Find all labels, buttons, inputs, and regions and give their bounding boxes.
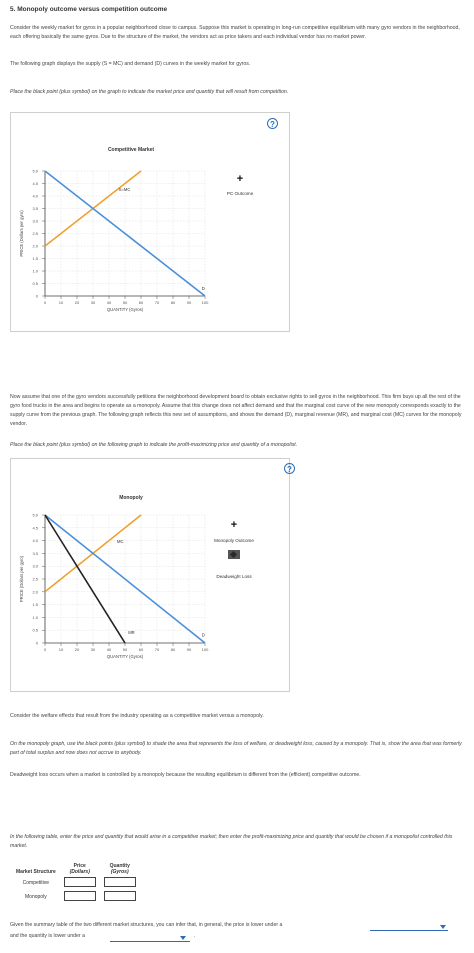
table-header-price xyxy=(60,862,100,876)
help-icon[interactable]: ? xyxy=(267,118,278,129)
help-icon[interactable]: ? xyxy=(284,463,295,474)
y-tick-label: 5.0 xyxy=(32,168,38,174)
x-tick-label: 100 xyxy=(201,300,209,305)
y-tick-label: 2.0 xyxy=(32,243,38,249)
y-tick-label: 1.0 xyxy=(32,268,38,274)
price-lower-dropdown[interactable] xyxy=(370,922,448,931)
instruction-1: Place the black point (plus symbol) on the graph to indicate the market price and quantity that will result from competition. xyxy=(10,89,289,95)
summary-line-2: and the quantity is lower under a xyxy=(10,933,85,939)
competitive-graph-panel xyxy=(10,112,290,332)
table-header-price-unit: (Dollars) xyxy=(69,869,90,875)
y-tick-label: 0 xyxy=(35,293,38,299)
table-header-quantity-label: Quantity xyxy=(109,863,130,869)
welfare-paragraph: Consider the welfare effects that result from the industry operating as a competitive market versus a monopoly. xyxy=(10,713,264,719)
series-label-d: D xyxy=(201,632,205,638)
y-tick-label: 3.0 xyxy=(32,563,38,569)
y-tick-label: 3.0 xyxy=(32,218,38,224)
deadweight-loss-label: Deadweight Loss xyxy=(216,574,252,579)
x-tick-label: 20 xyxy=(74,300,80,305)
y-tick-label: 3.5 xyxy=(32,550,38,556)
summary-line-1: Given the summary table of the two different market structures, you can infer that, in general, the price is lower under a xyxy=(10,922,283,928)
y-tick-label: 0.5 xyxy=(32,281,38,286)
table-header-structure: Market Structure xyxy=(16,869,56,875)
competitive-market-chart[interactable] xyxy=(11,113,289,331)
deadweight-paragraph: Deadweight loss occurs when a market is controlled by a monopoly because the resulting equilibrium is different from the (efficient) competitive outcome. xyxy=(10,772,361,778)
x-tick-label: 50 xyxy=(122,647,128,652)
x-tick-label: 50 xyxy=(122,300,128,305)
x-tick-label: 10 xyxy=(58,647,64,652)
y-tick-label: 2.0 xyxy=(32,589,38,595)
x-tick-label: 30 xyxy=(90,300,96,305)
table-row xyxy=(12,876,140,890)
y-tick-label: 2.5 xyxy=(32,231,38,236)
row-label-monopoly: Monopoly xyxy=(25,894,47,900)
chevron-down-icon[interactable] xyxy=(440,925,446,929)
monopoly-price-input[interactable] xyxy=(64,891,96,901)
row-label-competitive: Competitive xyxy=(22,880,50,886)
y-tick-label: 0.5 xyxy=(32,627,38,633)
table-header-quantity xyxy=(100,862,140,876)
table-header-price-label: Price xyxy=(73,863,86,869)
y-tick-label: 4.0 xyxy=(32,193,38,199)
y-tick-label: 4.5 xyxy=(32,525,38,531)
series-label-mr: MR xyxy=(128,630,135,636)
x-tick-label: 40 xyxy=(106,647,112,652)
chart-title: Competitive Market xyxy=(107,147,155,153)
x-tick-label: 100 xyxy=(201,647,209,652)
quantity-lower-dropdown[interactable] xyxy=(110,933,190,942)
x-tick-label: 60 xyxy=(138,300,144,305)
y-tick-label: 1.5 xyxy=(32,602,38,608)
monopoly-graph-panel xyxy=(10,458,290,692)
y-axis-label: PRICE (Dollars per gyro) xyxy=(19,555,24,603)
y-tick-label: 1.5 xyxy=(32,256,38,261)
y-tick-label: 3.5 xyxy=(32,206,38,211)
competitive-price-input[interactable] xyxy=(64,877,96,887)
table-row xyxy=(12,890,140,904)
y-tick-label: 1.0 xyxy=(32,614,38,620)
chart-title: Monopoly xyxy=(119,495,143,501)
y-axis-label: PRICE (Dollars per gyro) xyxy=(19,210,24,257)
instruction-4: In the following table, enter the price and quantity that would arise in a competitive market; then enter the profit-maximizing price and quantity that would be chosen if a monopolist controlled this market. xyxy=(10,834,453,849)
pc-outcome-label: PC Outcome xyxy=(226,191,254,196)
table-header-quantity-unit: (Gyros) xyxy=(110,869,129,875)
x-axis-label: QUANTITY (Gyros) xyxy=(106,307,144,312)
y-tick-label: 5.0 xyxy=(32,512,38,518)
monopoly-paragraph: Now assume that one of the gyro vendors successfully petitions the neighborhood development board to obtain exclusive rights to sell gyros in the neighborhood. This firm buys up all the rest of the gyro food trucks in the area and begins to operate as a monopoly. Assume that this change does not affect demand and that the marginal cost curve of the new monopoly corresponds exactly to the supply curve from the previous graph. The following graph reflects this new set of assumptions, and shows the demand (D), marginal revenue (MR), and marginal cost (MC) curves for the monopoly vendor. xyxy=(10,394,462,427)
x-tick-label: 90 xyxy=(186,647,192,652)
chevron-down-icon[interactable] xyxy=(180,936,186,940)
x-tick-label: 70 xyxy=(154,647,160,652)
x-tick-label: 60 xyxy=(138,647,144,652)
x-tick-label: 0 xyxy=(43,300,47,305)
intro-paragraph: Consider the weekly market for gyros in a popular neighborhood close to campus. Suppose this market is operating in long-run competitive equilibrium with many gyro vendors in the neighborhood, each offering basically the same gyros. Due to the structure of the market, the vendors act as price takers and each individual vendor has no market power. xyxy=(10,25,460,40)
x-tick-label: 0 xyxy=(43,647,47,652)
question-title: 5. Monopoly outcome versus competition outcome xyxy=(10,6,168,13)
series-label-d: D xyxy=(201,285,205,291)
competitive-quantity-input[interactable] xyxy=(104,877,136,887)
summary-end: . xyxy=(194,933,196,939)
monopoly-outcome-label: Monopoly Outcome xyxy=(214,538,254,543)
instruction-2: Place the black point (plus symbol) on the following graph to indicate the profit-maximizing price and quantity of a monopolist. xyxy=(10,442,298,448)
x-tick-label: 20 xyxy=(74,647,80,652)
x-tick-label: 40 xyxy=(106,300,112,305)
x-tick-label: 90 xyxy=(186,300,192,305)
x-tick-label: 70 xyxy=(154,300,160,305)
y-tick-label: 4.0 xyxy=(32,538,38,544)
x-tick-label: 80 xyxy=(170,647,176,652)
instruction-3: On the monopoly graph, use the black points (plus symbol) to shade the area that represents the loss of welfare, or deadweight loss, caused by a monopoly. That is, show the area that was formerly part of total surplus and now does not accrue to anybody. xyxy=(10,741,462,756)
intro-paragraph-2: The following graph displays the supply (S = MC) and demand (D) curves in the weekly market for gyros. xyxy=(10,61,251,67)
market-structure-table xyxy=(12,862,140,904)
series-label-smc: S=MC xyxy=(118,187,131,192)
x-axis-label: QUANTITY (Gyros) xyxy=(106,654,144,659)
pc-outcome-plus-icon[interactable]: + xyxy=(236,173,244,185)
y-tick-label: 2.5 xyxy=(32,576,38,582)
monopoly-quantity-input[interactable] xyxy=(104,891,136,901)
x-tick-label: 10 xyxy=(58,300,64,305)
monopoly-outcome-plus-icon[interactable]: + xyxy=(230,519,238,531)
deadweight-loss-diamond-icon[interactable] xyxy=(228,550,240,559)
series-label-mc: MC xyxy=(117,539,124,545)
x-tick-label: 30 xyxy=(90,647,96,652)
x-tick-label: 80 xyxy=(170,300,176,305)
y-tick-label: 4.5 xyxy=(32,181,38,186)
y-tick-label: 0 xyxy=(35,640,38,646)
